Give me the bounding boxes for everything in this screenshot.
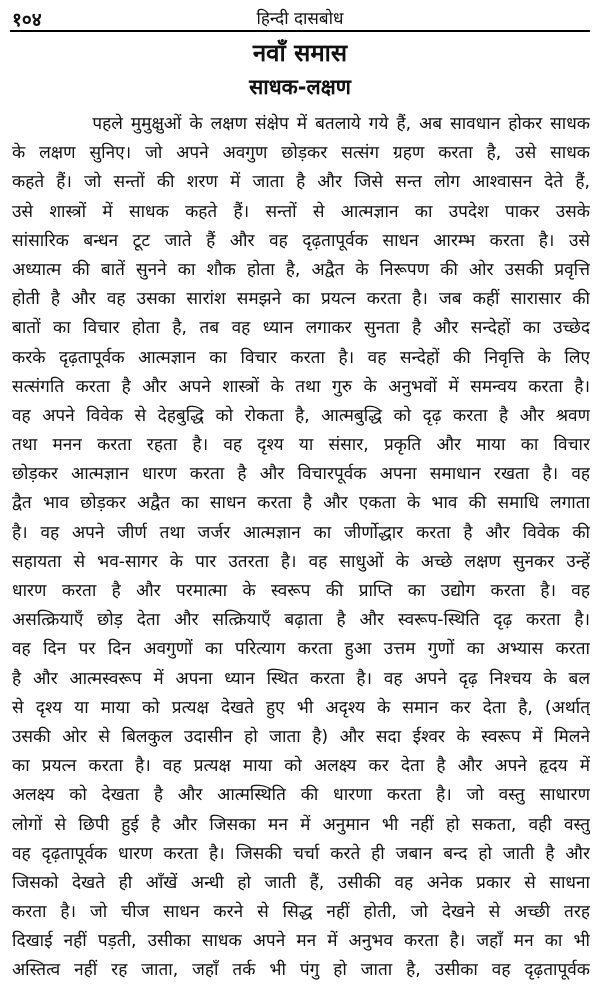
page-number: १०४ (12, 9, 42, 31)
text-line: बातों का विचार होता है, तब वह ध्यान लगाकर सुनता है और सन्देहों का उच्छेद (12, 318, 590, 339)
header-rule (10, 30, 590, 32)
text-line: पहले मुमुक्षुओं के लक्षण संक्षेप में बतलाये गये हैं, अब सावधान होकर साधक (12, 114, 590, 134)
text-line: है। वह अपने जीर्ण तथा जर्जर आत्मज्ञान का जीर्णोद्धार करता है और विवेक की (12, 522, 590, 543)
text-line: दिखाई नहीं पड़ती, उसीका साधक अपने मन में अनुभव करता है। जहाँ मन का भी (12, 931, 590, 952)
text-line: अलक्ष्य को देखता है और आत्मस्थिति की धारणा करता है। जो वस्तु साधारण (12, 785, 590, 806)
text-line: उसकी ओर से बिलकुल उदासीन हो जाता है) और सदा ईश्वर के स्वरूप में मिलने (12, 726, 590, 747)
running-title: हिन्दी दासबोध (256, 9, 344, 29)
chapter-title: नवाँ समास (252, 39, 348, 67)
text-line: अध्यात्म की बातें सुनने का शौक होता है, अद्वैत के निरूपण की ओर उसकी प्रवृत्ति (12, 259, 590, 280)
text-line: उसे शास्त्रों में साधक कहते हैं। सन्तों से आत्मज्ञान का उपदेश पाकर उसके (12, 201, 590, 222)
text-line: करके दृढ़तापूर्वक आत्मज्ञान का विचार करता है। वह सन्देहों की निवृत्ति के लिए (12, 347, 590, 368)
text-line: होती है और वह उसका सारांश समझने का प्रयत्न करता है। जब कहीं सारासार की (12, 289, 590, 310)
text-line: तथा मनन करता रहता है। वह दृश्य या संसार, प्रकृति और माया का विचार (12, 435, 590, 456)
section-title: साधक-लक्षण (249, 75, 351, 99)
text-line: सत्संगति करता है और अपने शास्त्रों के तथा गुरु के अनुभवों में समन्वय करता है। (12, 376, 590, 397)
text-line: वह अपने विवेक से देहबुद्धि को रोकता है, आत्मबुद्धि को दृढ़ करता है और श्रवण (12, 405, 590, 426)
text-line: असत्क्रियाएँ छोड़ देता और सत्क्रियाएँ बढ़ाता है और स्वरूप-स्थिति दृढ़ करता है। (12, 610, 590, 631)
text-line: है और आत्मस्वरूप में अपना ध्यान स्थित करता है। वह अपने दृढ़ निश्चय के बल (12, 668, 590, 689)
text-line: सहायता से भव-सागर के पार उतरता है। वह साधुओं के अच्छे लक्षण सुनकर उन्हें (12, 551, 590, 572)
text-line: जिसको देखते ही आँखें अन्धी हो जाती हैं, उसीकी वह अनेक प्रकार से साधना (12, 872, 590, 893)
text-line: से दृश्य या माया को प्रत्यक्ष देखते हुए भी अदृश्य के समान कर देता है, (अर्थात् (12, 697, 590, 718)
text-line: वह दिन पर दिन अवगुणों का परित्याग करता हुआ उत्तम गुणों का अभ्यास करता (12, 639, 590, 660)
text-line: सांसारिक बन्धन टूट जाते हैं और वह दृढ़तापूर्वक साधन आरम्भ करता है। उसे (12, 230, 590, 251)
text-line: का प्रयत्न करता है। वह प्रत्यक्ष माया को अलक्ष्य कर देता है और अपने हृदय में (12, 756, 590, 777)
text-line: द्वैत भाव छोड़कर अद्वैत का साधन करता है और एकता के भाव की समाधि लगाता (12, 493, 590, 514)
page-header (12, 6, 588, 31)
text-line: लोगों से छिपी हुई है और जिसका मन में अनुमान भी नहीं हो सकता, वही वस्तु (12, 814, 590, 835)
text-line: धारण करता है और परमात्मा के स्वरूप की प्राप्ति का उद्योग करता है। वह (12, 581, 590, 601)
text-line: छोड़कर आत्मज्ञान धारण करता है और विचारपूर्वक अपना समाधान रखता है। वह (12, 464, 590, 485)
body-paragraph (12, 110, 590, 986)
text-line: करता है। जो चीज साधन करने से सिद्ध नहीं होती, जो देखने से अच्छी तरह (12, 902, 590, 923)
text-line: के लक्षण सुनिए। जो अपने अवगुण छोड़कर सत्संग ग्रहण करता है, उसे साधक (12, 143, 590, 164)
text-line: वह दृढ़तापूर्वक धारण करता है। जिसकी चर्चा करते ही जबान बन्द हो जाती है और (12, 843, 590, 864)
text-line: अस्तित्व नहीं रह जाता, जहाँ तर्क भी पंगु हो जाता है, उसीका वह दृढ़तापूर्वक (12, 960, 590, 981)
text-line: कहते हैं। जो सन्तों की शरण में जाता है और जिसे सन्त लोग आश्वासन देते हैं, (12, 172, 590, 193)
